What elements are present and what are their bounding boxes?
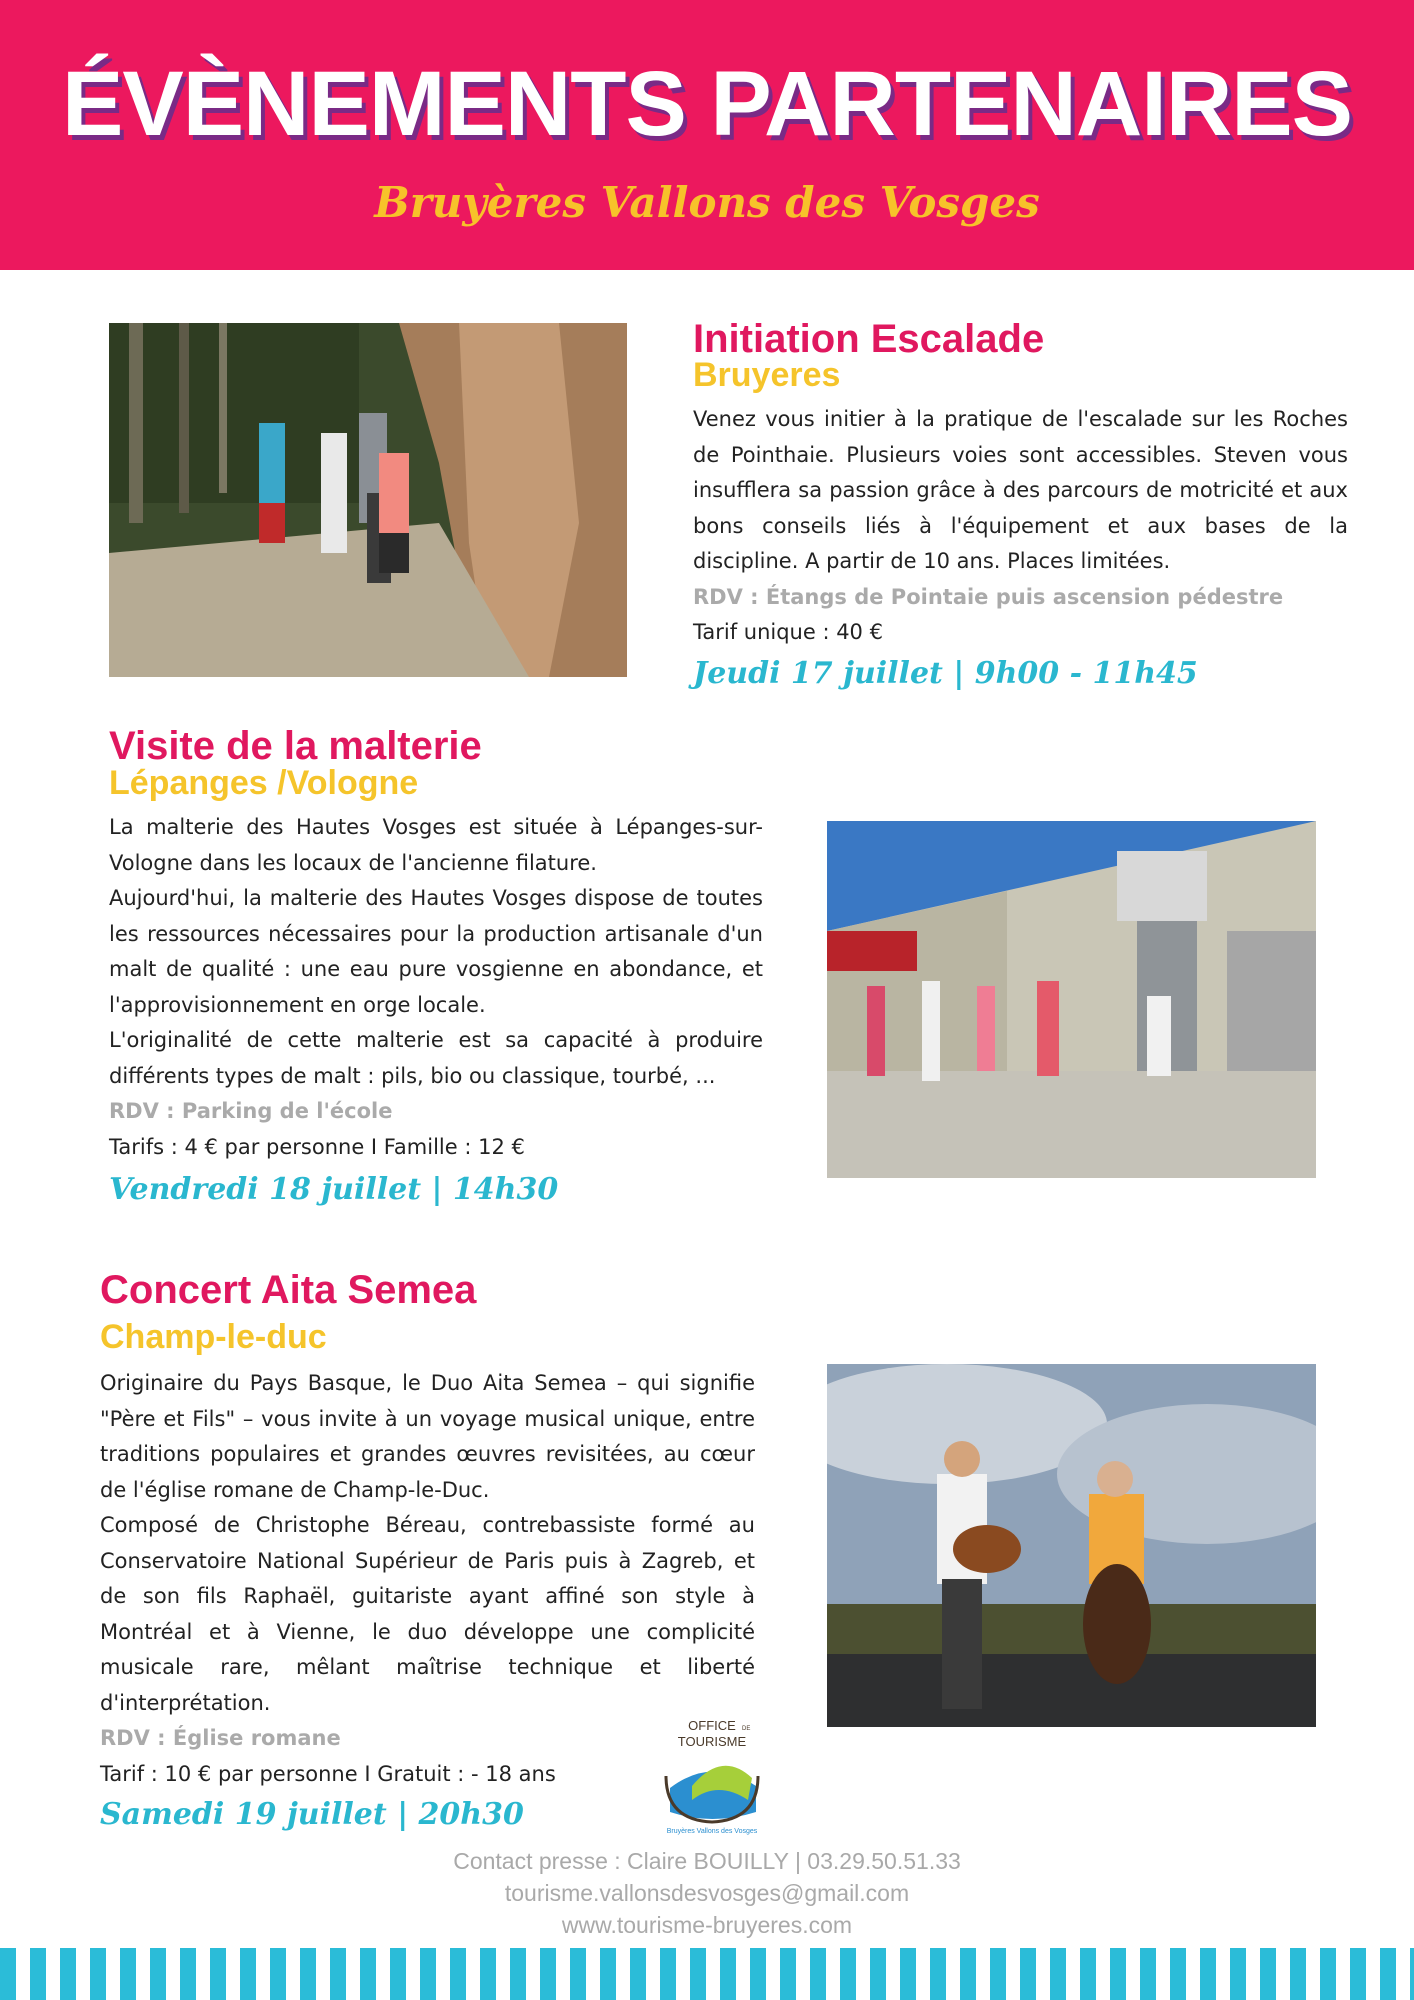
- contact-email[interactable]: tourisme.vallonsdesvosges@gmail.com: [504, 1880, 910, 1906]
- page-title: ÉVÈNEMENTS PARTENAIRES: [61, 53, 1353, 155]
- malterie-photo: [827, 821, 1316, 1178]
- event-2-paragraph: L'originalité de cette malterie est sa capacité à produire différents types de malt : pils, bio ou classique, tourbé, ...: [109, 1028, 763, 1088]
- event-2-title: Visite de la malterie: [109, 724, 482, 768]
- logo-word-de: DE: [742, 1726, 751, 1732]
- event-3-place: Champ-le-duc: [100, 1318, 327, 1356]
- contact-website[interactable]: www.tourisme-bruyeres.com: [561, 1912, 853, 1938]
- event-3-paragraph: Originaire du Pays Basque, le Duo Aita Semea – qui signifie "Père et Fils" – vous invite à un voyage musical unique, entre traditions populaires et grandes œuvres revisitées, au cœur de l'église romane de Champ-le-Duc.: [100, 1371, 755, 1502]
- logo-word-office: OFFICE: [688, 1718, 736, 1733]
- event-2-date: Vendredi 18 juillet | 14h30: [109, 1172, 559, 1207]
- event-1-tarif: Tarif unique : 40 €: [693, 620, 883, 644]
- event-3-tarif: Tarif : 10 € par personne I Gratuit : - 18 ans: [100, 1761, 556, 1786]
- climbing-photo: [109, 323, 627, 677]
- contact-press: Contact presse : Claire BOUILLY | 03.29.50.51.33: [453, 1848, 961, 1874]
- page-subtitle: Bruyères Vallons des Vosges: [374, 178, 1040, 227]
- event-1-description: [693, 402, 1348, 651]
- event-1-paragraph: Venez vous initier à la pratique de l'escalade sur les Roches de Pointhaie. Plusieurs voies sont accessibles. Steven vous insufflera sa passion grâce à des parcours de motricité et aux bons conseils liés à l'équipement et aux bases de la discipline. A partir de 10 ans. Places limitées.: [693, 407, 1348, 573]
- logo-caption: Bruyères Vallons des Vosges: [666, 1828, 758, 1835]
- event-3-rdv: RDV : Église romane: [100, 1726, 341, 1750]
- header-banner: [0, 0, 1414, 270]
- event-3-paragraph: Composé de Christophe Béreau, contrebassiste formé au Conservatoire National Supérieur de Paris puis à Zagreb, et de son fils Raphaël, guitariste ayant affiné son style à Montréal et à Vienne, le duo développe une complicité musicale rare, mêlant maîtrise technique et liberté d'interprétation.: [100, 1513, 755, 1715]
- concert-photo: [827, 1364, 1316, 1727]
- event-2-description: [109, 810, 763, 1165]
- office-tourisme-logo: [652, 1716, 772, 1836]
- event-1-title: Initiation Escalade: [693, 317, 1045, 361]
- event-1-date: Jeudi 17 juillet | 9h00 - 11h45: [693, 656, 1198, 691]
- event-2-paragraph: La malterie des Hautes Vosges est située à Lépanges-sur-Vologne dans les locaux de l'ancienne filature.: [109, 815, 763, 875]
- event-2-place: Lépanges /Vologne: [109, 764, 419, 802]
- event-2-tarif: Tarifs : 4 € par personne I Famille : 12 €: [109, 1134, 525, 1159]
- event-2-rdv: RDV : Parking de l'école: [109, 1099, 393, 1123]
- event-3-date: Samedi 19 juillet | 20h30: [100, 1797, 524, 1832]
- logo-word-tourisme: TOURISME: [677, 1734, 747, 1749]
- event-1-place: Bruyeres: [693, 356, 841, 394]
- footer-stripes: [0, 1948, 1414, 2000]
- event-2-paragraph: Aujourd'hui, la malterie des Hautes Vosges dispose de toutes les ressources nécessaires pour la production artisanale d'un malt de qualité : une eau pure vosgienne en abondance, et l'approvisionnement en orge locale.: [109, 886, 763, 1017]
- event-3-title: Concert Aita Semea: [100, 1268, 477, 1312]
- event-1-rdv: RDV : Étangs de Pointaie puis ascension pédestre: [693, 584, 1284, 609]
